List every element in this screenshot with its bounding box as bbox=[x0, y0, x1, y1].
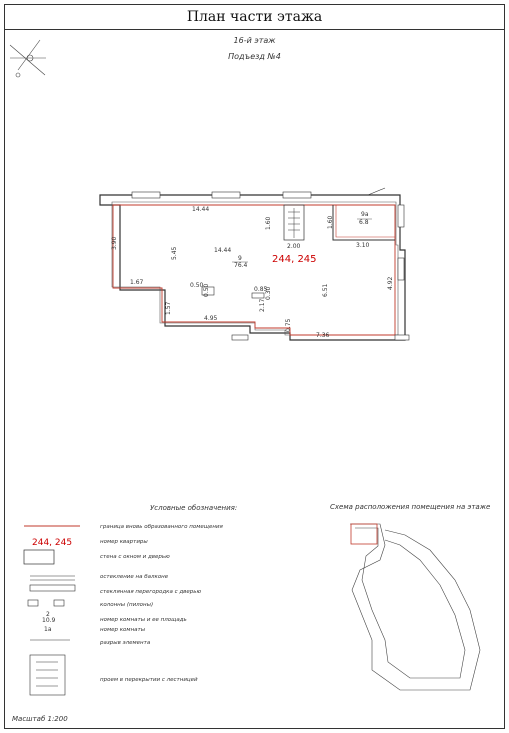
legend-item-9: проем в перекрытии с лестницей bbox=[100, 677, 198, 683]
legend-item-4: стеклянная перегородка с дверью bbox=[100, 589, 202, 595]
legend-item-3: остекление на балконе bbox=[100, 574, 169, 580]
dim-right-side: 4.92 bbox=[387, 276, 394, 290]
legend-item-8: разрыв элемента bbox=[100, 640, 151, 646]
dim-column1-h: 0.50 bbox=[203, 283, 210, 297]
legend-sample-apartment: 244, 245 bbox=[32, 538, 73, 548]
dim-room-width: 14.44 bbox=[214, 247, 232, 254]
scale-label: Масштаб 1:200 bbox=[12, 715, 68, 723]
dim-top-wall: 14.44 bbox=[192, 206, 210, 213]
legend-item-1: номер квартиры bbox=[100, 539, 148, 545]
legend-sample-room-area: 10.9 bbox=[42, 617, 56, 624]
dim-bottom-right: 7.36 bbox=[316, 332, 330, 339]
dim-small-h: 1.60 bbox=[327, 215, 334, 229]
dim-left-bottom: 1.67 bbox=[130, 279, 144, 286]
dim-right-height: 6.51 bbox=[322, 283, 329, 297]
legend-item-2: стена с окном и дверью bbox=[100, 554, 170, 560]
room-boundary bbox=[113, 205, 395, 335]
legend bbox=[24, 524, 224, 695]
dim-bottom-step: 0.75 bbox=[285, 318, 292, 332]
dim-stair-w: 2.00 bbox=[287, 243, 301, 250]
building-scheme bbox=[350, 524, 480, 690]
legend-item-6: номер комнаты и ее площадь bbox=[100, 617, 187, 623]
page-title: План части этажа bbox=[186, 8, 323, 25]
legend-header: Условные обозначения: bbox=[150, 504, 238, 512]
apartment-numbers: 244, 245 bbox=[272, 254, 317, 265]
dim-col2-side: 2.17 bbox=[259, 298, 266, 312]
dim-column2-w: 0.85 bbox=[254, 286, 268, 293]
legend-item-0: граница вновь образованного помещения bbox=[100, 524, 223, 530]
dim-small-w: 3.10 bbox=[356, 242, 370, 249]
small-room-area: 6.8 bbox=[359, 219, 369, 226]
scheme-header: Схема расположения помещения на этаже bbox=[330, 503, 491, 511]
legend-sample-room-number: 2 bbox=[46, 611, 50, 618]
legend-item-5: колонны (пилоны) bbox=[100, 602, 154, 608]
floor-label: 16-й этаж bbox=[233, 36, 276, 45]
dim-step: 1.57 bbox=[165, 301, 172, 315]
dim-inner-height: 5.45 bbox=[171, 246, 178, 260]
legend-sample-room-only: 1а bbox=[44, 626, 52, 633]
legend-item-7: номер комнаты bbox=[100, 627, 146, 633]
small-room-number: 9а bbox=[361, 211, 369, 218]
dim-column1-w: 0.50 bbox=[190, 282, 204, 289]
room-area: 76.4 bbox=[234, 262, 248, 269]
dim-stair-h: 1.60 bbox=[265, 216, 272, 230]
entrance-label: Подъезд №4 bbox=[228, 52, 281, 61]
compass-icon bbox=[10, 40, 46, 77]
dim-left-height: 3.90 bbox=[111, 236, 118, 250]
room-number: 9 bbox=[238, 255, 242, 262]
dim-column2-h: 0.30 bbox=[265, 286, 272, 300]
dim-bottom-left: 4.95 bbox=[204, 315, 218, 322]
